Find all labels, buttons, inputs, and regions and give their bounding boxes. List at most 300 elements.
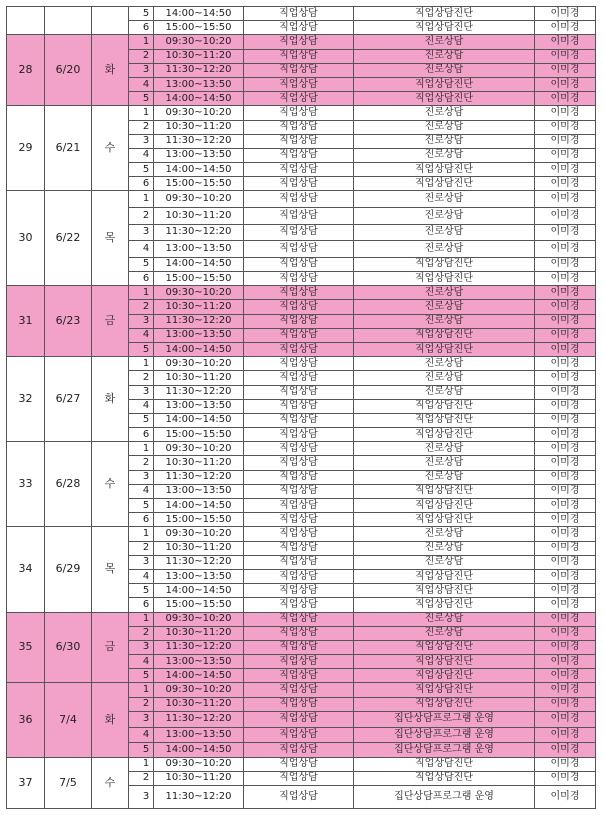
period-cell: 4 <box>129 727 154 743</box>
content-cell: 진로상담 <box>354 541 535 555</box>
time-cell: 10:30~11:20 <box>154 208 244 225</box>
time-cell: 10:30~11:20 <box>154 49 244 63</box>
counselor-cell: 이미경 <box>535 49 596 63</box>
content-cell: 진로상담 <box>354 371 535 385</box>
counselor-cell: 이미경 <box>535 92 596 106</box>
time-cell: 14:00~14:50 <box>154 743 244 757</box>
counselor-cell: 이미경 <box>535 541 596 555</box>
period-cell: 3 <box>129 785 154 808</box>
time-cell: 13:00~13:50 <box>154 241 244 258</box>
counselor-cell: 이미경 <box>535 224 596 241</box>
period-cell: 1 <box>129 35 154 49</box>
type-cell: 직업상담 <box>244 314 354 328</box>
counselor-cell: 이미경 <box>535 7 596 21</box>
period-cell: 2 <box>129 49 154 63</box>
time-cell: 11:30~12:20 <box>154 385 244 399</box>
date-cell <box>45 7 92 35</box>
date-cell: 6/21 <box>45 106 92 191</box>
time-cell: 10:30~11:20 <box>154 456 244 470</box>
content-cell: 집단상담프로그램 운영 <box>354 711 535 727</box>
content-cell: 진로상담 <box>354 63 535 77</box>
period-cell: 1 <box>129 757 154 771</box>
table-row <box>7 442 596 456</box>
table-row <box>7 106 596 120</box>
time-cell: 09:30~10:20 <box>154 191 244 208</box>
content-cell: 직업상담진단 <box>354 499 535 513</box>
date-cell: 6/22 <box>45 191 92 286</box>
type-cell: 직업상담 <box>244 541 354 555</box>
type-cell: 직업상담 <box>244 371 354 385</box>
period-cell: 5 <box>129 342 154 356</box>
time-cell: 15:00~15:50 <box>154 428 244 442</box>
type-cell: 직업상담 <box>244 224 354 241</box>
period-cell: 3 <box>129 555 154 569</box>
counselor-cell: 이미경 <box>535 711 596 727</box>
counselor-cell: 이미경 <box>535 499 596 513</box>
time-cell: 10:30~11:20 <box>154 300 244 314</box>
period-cell: 2 <box>129 456 154 470</box>
counselor-cell: 이미경 <box>535 626 596 640</box>
time-cell: 09:30~10:20 <box>154 527 244 541</box>
type-cell: 직업상담 <box>244 612 354 626</box>
counselor-cell: 이미경 <box>535 314 596 328</box>
content-cell: 직업상담진단 <box>354 92 535 106</box>
type-cell: 직업상담 <box>244 555 354 569</box>
type-cell: 직업상담 <box>244 286 354 300</box>
session-number-cell: 29 <box>7 106 45 191</box>
type-cell: 직업상담 <box>244 357 354 371</box>
type-cell: 직업상담 <box>244 584 354 598</box>
content-cell: 진로상담 <box>354 120 535 134</box>
counselor-cell: 이미경 <box>535 785 596 808</box>
weekday-cell: 목 <box>92 191 129 286</box>
time-cell: 14:00~14:50 <box>154 499 244 513</box>
date-cell: 6/20 <box>45 35 92 106</box>
period-cell: 4 <box>129 77 154 91</box>
time-cell: 13:00~13:50 <box>154 655 244 669</box>
type-cell: 직업상담 <box>244 106 354 120</box>
type-cell: 직업상담 <box>244 470 354 484</box>
period-cell: 1 <box>129 612 154 626</box>
time-cell: 15:00~15:50 <box>154 598 244 612</box>
counselor-cell: 이미경 <box>535 106 596 120</box>
counselor-cell: 이미경 <box>535 640 596 654</box>
time-cell: 11:30~12:20 <box>154 63 244 77</box>
counselor-cell: 이미경 <box>535 584 596 598</box>
type-cell: 직업상담 <box>244 697 354 711</box>
type-cell: 직업상담 <box>244 771 354 785</box>
weekday-cell: 수 <box>92 442 129 527</box>
type-cell: 직업상담 <box>244 527 354 541</box>
counselor-cell: 이미경 <box>535 527 596 541</box>
time-cell: 13:00~13:50 <box>154 77 244 91</box>
counselor-cell: 이미경 <box>535 120 596 134</box>
content-cell: 직업상담진단 <box>354 21 535 35</box>
content-cell: 집단상담프로그램 운영 <box>354 727 535 743</box>
weekday-cell: 화 <box>92 35 129 106</box>
content-cell: 직업상담진단 <box>354 428 535 442</box>
time-cell: 11:30~12:20 <box>154 314 244 328</box>
content-cell: 직업상담진단 <box>354 399 535 413</box>
period-cell: 2 <box>129 120 154 134</box>
type-cell: 직업상담 <box>244 399 354 413</box>
period-cell: 4 <box>129 569 154 583</box>
time-cell: 11:30~12:20 <box>154 224 244 241</box>
table-row <box>7 35 596 49</box>
counselor-cell: 이미경 <box>535 134 596 148</box>
period-cell: 3 <box>129 470 154 484</box>
session-number-cell: 33 <box>7 442 45 527</box>
time-cell: 09:30~10:20 <box>154 106 244 120</box>
content-cell: 직업상담진단 <box>354 655 535 669</box>
type-cell: 직업상담 <box>244 456 354 470</box>
type-cell: 직업상담 <box>244 428 354 442</box>
content-cell: 직업상담진단 <box>354 640 535 654</box>
weekday-cell: 목 <box>92 527 129 612</box>
period-cell: 4 <box>129 399 154 413</box>
content-cell: 진로상담 <box>354 456 535 470</box>
content-cell: 집단상담프로그램 운영 <box>354 785 535 808</box>
period-cell: 3 <box>129 640 154 654</box>
type-cell: 직업상담 <box>244 442 354 456</box>
content-cell: 집단상담프로그램 운영 <box>354 743 535 757</box>
table-row <box>7 191 596 208</box>
type-cell: 직업상담 <box>244 328 354 342</box>
time-cell: 15:00~15:50 <box>154 177 244 191</box>
time-cell: 13:00~13:50 <box>154 328 244 342</box>
counselor-cell: 이미경 <box>535 413 596 427</box>
content-cell: 직업상담진단 <box>354 7 535 21</box>
type-cell: 직업상담 <box>244 49 354 63</box>
content-cell: 직업상담진단 <box>354 683 535 697</box>
schedule-table <box>6 6 596 809</box>
content-cell: 직업상담진단 <box>354 771 535 785</box>
table-row <box>7 612 596 626</box>
content-cell: 진로상담 <box>354 555 535 569</box>
type-cell: 직업상담 <box>244 272 354 286</box>
type-cell: 직업상담 <box>244 191 354 208</box>
counselor-cell: 이미경 <box>535 208 596 225</box>
period-cell: 1 <box>129 106 154 120</box>
type-cell: 직업상담 <box>244 413 354 427</box>
counselor-cell: 이미경 <box>535 456 596 470</box>
type-cell: 직업상담 <box>244 257 354 271</box>
date-cell: 6/30 <box>45 612 92 683</box>
counselor-cell: 이미경 <box>535 385 596 399</box>
time-cell: 10:30~11:20 <box>154 120 244 134</box>
counselor-cell: 이미경 <box>535 771 596 785</box>
period-cell: 6 <box>129 598 154 612</box>
time-cell: 11:30~12:20 <box>154 134 244 148</box>
time-cell: 09:30~10:20 <box>154 683 244 697</box>
counselor-cell: 이미경 <box>535 428 596 442</box>
period-cell: 2 <box>129 208 154 225</box>
period-cell: 5 <box>129 669 154 683</box>
content-cell: 진로상담 <box>354 208 535 225</box>
type-cell: 직업상담 <box>244 569 354 583</box>
session-number-cell: 35 <box>7 612 45 683</box>
table-row <box>7 7 596 21</box>
period-cell: 6 <box>129 177 154 191</box>
content-cell: 직업상담진단 <box>354 342 535 356</box>
type-cell: 직업상담 <box>244 177 354 191</box>
period-cell: 1 <box>129 286 154 300</box>
time-cell: 14:00~14:50 <box>154 413 244 427</box>
time-cell: 10:30~11:20 <box>154 541 244 555</box>
counselor-cell: 이미경 <box>535 655 596 669</box>
counselor-cell: 이미경 <box>535 669 596 683</box>
content-cell: 직업상담진단 <box>354 669 535 683</box>
counselor-cell: 이미경 <box>535 63 596 77</box>
content-cell: 직업상담진단 <box>354 584 535 598</box>
time-cell: 11:30~12:20 <box>154 711 244 727</box>
time-cell: 15:00~15:50 <box>154 513 244 527</box>
type-cell: 직업상담 <box>244 300 354 314</box>
time-cell: 09:30~10:20 <box>154 757 244 771</box>
time-cell: 11:30~12:20 <box>154 555 244 569</box>
content-cell: 직업상담진단 <box>354 757 535 771</box>
time-cell: 13:00~13:50 <box>154 484 244 498</box>
counselor-cell: 이미경 <box>535 569 596 583</box>
time-cell: 09:30~10:20 <box>154 357 244 371</box>
content-cell: 진로상담 <box>354 626 535 640</box>
counselor-cell: 이미경 <box>535 77 596 91</box>
period-cell: 1 <box>129 191 154 208</box>
counselor-cell: 이미경 <box>535 612 596 626</box>
period-cell: 6 <box>129 428 154 442</box>
content-cell: 진로상담 <box>354 286 535 300</box>
content-cell: 진로상담 <box>354 241 535 258</box>
time-cell: 09:30~10:20 <box>154 442 244 456</box>
type-cell: 직업상담 <box>244 92 354 106</box>
period-cell: 3 <box>129 134 154 148</box>
period-cell: 2 <box>129 626 154 640</box>
type-cell: 직업상담 <box>244 785 354 808</box>
content-cell: 직업상담진단 <box>354 513 535 527</box>
type-cell: 직업상담 <box>244 757 354 771</box>
period-cell: 1 <box>129 442 154 456</box>
period-cell: 5 <box>129 743 154 757</box>
time-cell: 11:30~12:20 <box>154 640 244 654</box>
type-cell: 직업상담 <box>244 640 354 654</box>
period-cell: 2 <box>129 541 154 555</box>
time-cell: 15:00~15:50 <box>154 21 244 35</box>
type-cell: 직업상담 <box>244 484 354 498</box>
period-cell: 2 <box>129 371 154 385</box>
weekday-cell: 화 <box>92 357 129 442</box>
content-cell: 직업상담진단 <box>354 163 535 177</box>
time-cell: 10:30~11:20 <box>154 697 244 711</box>
period-cell: 5 <box>129 163 154 177</box>
type-cell: 직업상담 <box>244 669 354 683</box>
time-cell: 13:00~13:50 <box>154 148 244 162</box>
period-cell: 5 <box>129 584 154 598</box>
type-cell: 직업상담 <box>244 241 354 258</box>
counselor-cell: 이미경 <box>535 148 596 162</box>
counselor-cell: 이미경 <box>535 470 596 484</box>
content-cell: 진로상담 <box>354 612 535 626</box>
type-cell: 직업상담 <box>244 655 354 669</box>
time-cell: 10:30~11:20 <box>154 371 244 385</box>
type-cell: 직업상담 <box>244 513 354 527</box>
date-cell: 6/29 <box>45 527 92 612</box>
time-cell: 14:00~14:50 <box>154 669 244 683</box>
time-cell: 09:30~10:20 <box>154 286 244 300</box>
type-cell: 직업상담 <box>244 385 354 399</box>
counselor-cell: 이미경 <box>535 399 596 413</box>
time-cell: 10:30~11:20 <box>154 626 244 640</box>
period-cell: 1 <box>129 527 154 541</box>
session-number-cell: 31 <box>7 286 45 357</box>
date-cell: 6/28 <box>45 442 92 527</box>
content-cell: 진로상담 <box>354 470 535 484</box>
content-cell: 진로상담 <box>354 49 535 63</box>
counselor-cell: 이미경 <box>535 163 596 177</box>
session-number-cell: 30 <box>7 191 45 286</box>
time-cell: 14:00~14:50 <box>154 342 244 356</box>
content-cell: 진로상담 <box>354 357 535 371</box>
period-cell: 3 <box>129 224 154 241</box>
content-cell: 진로상담 <box>354 134 535 148</box>
counselor-cell: 이미경 <box>535 743 596 757</box>
session-number-cell: 36 <box>7 683 45 757</box>
weekday-cell: 화 <box>92 683 129 757</box>
date-cell: 6/27 <box>45 357 92 442</box>
session-number-cell: 32 <box>7 357 45 442</box>
time-cell: 13:00~13:50 <box>154 569 244 583</box>
time-cell: 09:30~10:20 <box>154 612 244 626</box>
type-cell: 직업상담 <box>244 683 354 697</box>
counselor-cell: 이미경 <box>535 484 596 498</box>
type-cell: 직업상담 <box>244 35 354 49</box>
counselor-cell: 이미경 <box>535 727 596 743</box>
period-cell: 5 <box>129 92 154 106</box>
period-cell: 5 <box>129 499 154 513</box>
type-cell: 직업상담 <box>244 163 354 177</box>
session-number-cell <box>7 7 45 35</box>
type-cell: 직업상담 <box>244 743 354 757</box>
content-cell: 직업상담진단 <box>354 697 535 711</box>
time-cell: 11:30~12:20 <box>154 470 244 484</box>
type-cell: 직업상담 <box>244 63 354 77</box>
counselor-cell: 이미경 <box>535 257 596 271</box>
counselor-cell: 이미경 <box>535 598 596 612</box>
period-cell: 5 <box>129 413 154 427</box>
period-cell: 2 <box>129 697 154 711</box>
session-number-cell: 34 <box>7 527 45 612</box>
table-row <box>7 286 596 300</box>
period-cell: 3 <box>129 314 154 328</box>
content-cell: 직업상담진단 <box>354 598 535 612</box>
content-cell: 진로상담 <box>354 385 535 399</box>
counselor-cell: 이미경 <box>535 371 596 385</box>
table-row <box>7 757 596 771</box>
time-cell: 14:00~14:50 <box>154 163 244 177</box>
type-cell: 직업상담 <box>244 208 354 225</box>
content-cell: 직업상담진단 <box>354 177 535 191</box>
weekday-cell: 금 <box>92 286 129 357</box>
content-cell: 진로상담 <box>354 106 535 120</box>
table-row <box>7 357 596 371</box>
counselor-cell: 이미경 <box>535 177 596 191</box>
counselor-cell: 이미경 <box>535 286 596 300</box>
time-cell: 10:30~11:20 <box>154 771 244 785</box>
time-cell: 14:00~14:50 <box>154 92 244 106</box>
time-cell: 11:30~12:20 <box>154 785 244 808</box>
period-cell: 3 <box>129 711 154 727</box>
session-number-cell: 28 <box>7 35 45 106</box>
period-cell: 5 <box>129 257 154 271</box>
weekday-cell: 수 <box>92 106 129 191</box>
content-cell: 진로상담 <box>354 35 535 49</box>
period-cell: 3 <box>129 63 154 77</box>
period-cell: 4 <box>129 241 154 258</box>
content-cell: 직업상담진단 <box>354 569 535 583</box>
counselor-cell: 이미경 <box>535 191 596 208</box>
counselor-cell: 이미경 <box>535 21 596 35</box>
date-cell: 7/4 <box>45 683 92 757</box>
counselor-cell: 이미경 <box>535 513 596 527</box>
content-cell: 직업상담진단 <box>354 484 535 498</box>
counselor-cell: 이미경 <box>535 555 596 569</box>
period-cell: 6 <box>129 272 154 286</box>
time-cell: 14:00~14:50 <box>154 7 244 21</box>
time-cell: 14:00~14:50 <box>154 257 244 271</box>
type-cell: 직업상담 <box>244 626 354 640</box>
period-cell: 2 <box>129 771 154 785</box>
period-cell: 4 <box>129 484 154 498</box>
time-cell: 13:00~13:50 <box>154 727 244 743</box>
type-cell: 직업상담 <box>244 134 354 148</box>
table-row <box>7 527 596 541</box>
date-cell: 7/5 <box>45 757 92 808</box>
counselor-cell: 이미경 <box>535 241 596 258</box>
content-cell: 직업상담진단 <box>354 257 535 271</box>
period-cell: 1 <box>129 357 154 371</box>
content-cell: 직업상담진단 <box>354 413 535 427</box>
period-cell: 4 <box>129 328 154 342</box>
counselor-cell: 이미경 <box>535 442 596 456</box>
type-cell: 직업상담 <box>244 21 354 35</box>
period-cell: 1 <box>129 683 154 697</box>
time-cell: 15:00~15:50 <box>154 272 244 286</box>
content-cell: 직업상담진단 <box>354 77 535 91</box>
weekday-cell <box>92 7 129 35</box>
weekday-cell: 금 <box>92 612 129 683</box>
counselor-cell: 이미경 <box>535 272 596 286</box>
type-cell: 직업상담 <box>244 148 354 162</box>
type-cell: 직업상담 <box>244 120 354 134</box>
counselor-cell: 이미경 <box>535 757 596 771</box>
counselor-cell: 이미경 <box>535 300 596 314</box>
type-cell: 직업상담 <box>244 499 354 513</box>
period-cell: 3 <box>129 385 154 399</box>
time-cell: 14:00~14:50 <box>154 584 244 598</box>
type-cell: 직업상담 <box>244 77 354 91</box>
content-cell: 진로상담 <box>354 442 535 456</box>
counselor-cell: 이미경 <box>535 328 596 342</box>
type-cell: 직업상담 <box>244 727 354 743</box>
content-cell: 진로상담 <box>354 148 535 162</box>
type-cell: 직업상담 <box>244 598 354 612</box>
weekday-cell: 수 <box>92 757 129 808</box>
time-cell: 13:00~13:50 <box>154 399 244 413</box>
type-cell: 직업상담 <box>244 7 354 21</box>
content-cell: 진로상담 <box>354 300 535 314</box>
table-row <box>7 683 596 697</box>
counselor-cell: 이미경 <box>535 342 596 356</box>
content-cell: 진로상담 <box>354 527 535 541</box>
